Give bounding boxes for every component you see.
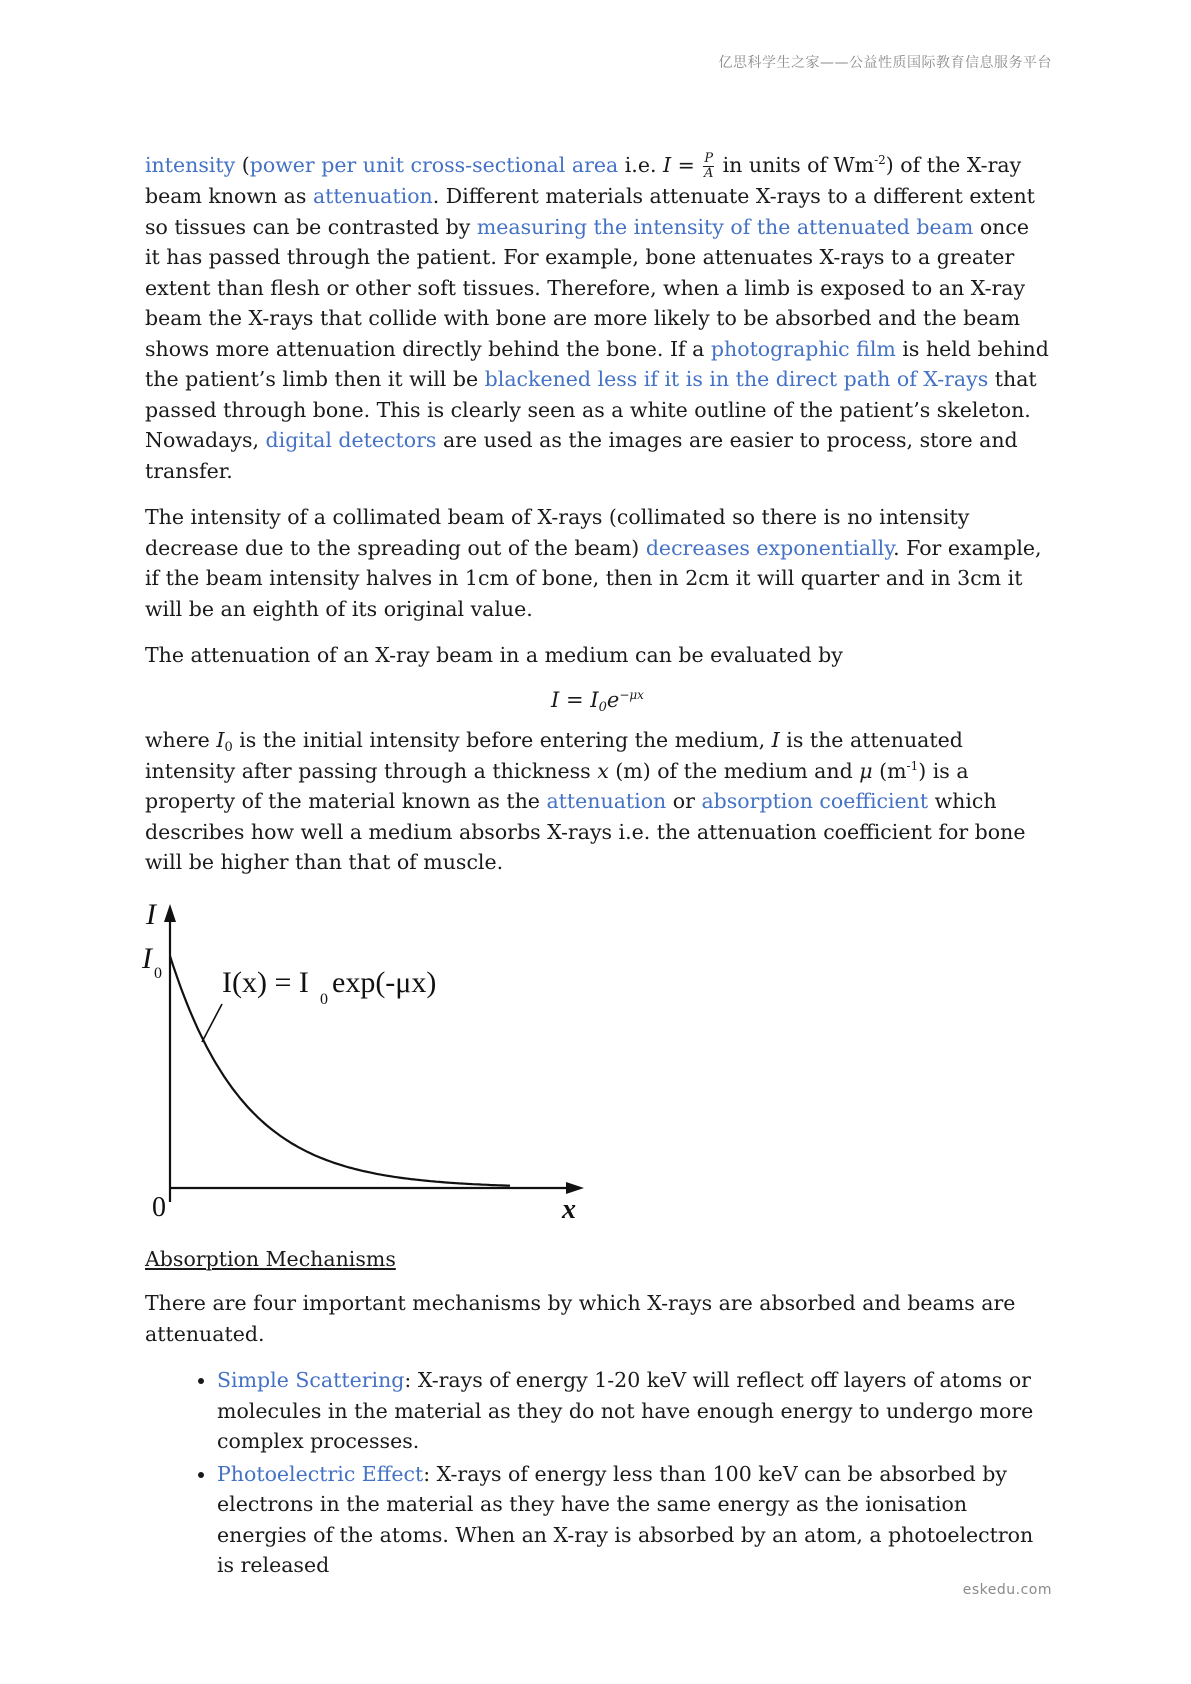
page-header: 亿思科学生之家——公益性质国际教育信息服务平台 — [718, 55, 1052, 71]
term-attenuation: attenuation — [312, 184, 433, 208]
formula-main: I(x) = I — [222, 965, 309, 999]
term-intensity: intensity — [145, 153, 236, 177]
paragraph-mechanisms-intro: There are four important mechanisms by which X-rays are absorbed and beams are attenuated. — [145, 1291, 1016, 1346]
paragraph-evaluate: The attenuation of an X-ray beam in a medium can be evaluated by — [145, 643, 843, 667]
paragraph-exponential: The intensity of a collimated beam of X-rays (collimated so there is no intensity decrease due to the spreading out of the beam) decreases exponentially. For example, if the beam intensity halves in 1cm of bone, then in 2cm it will quarter and in 3cm it will be an eighth of its original value. — [145, 505, 1042, 621]
x-axis-label: x — [562, 1193, 576, 1224]
i0-label: I — [142, 941, 152, 975]
term-measuring-intensity: measuring the intensity of the attenuated beam — [476, 214, 974, 239]
x-axis-arrow — [566, 1182, 584, 1194]
attenuation-equation: $I = I_0e^{-\mu x}$ — [551, 687, 644, 715]
term-attenuation-2: attenuation — [546, 789, 667, 813]
term-simple-scattering: Simple Scattering — [217, 1368, 405, 1392]
document-body — [142, 150, 1050, 1583]
y-axis-arrow — [164, 904, 176, 922]
formula-subscript: 0 — [320, 990, 328, 1008]
term-photoelectric-effect: Photoelectric Effect — [217, 1461, 424, 1486]
exponential-decay-graph — [142, 894, 1050, 1224]
term-power-per-area: power per unit cross-sectional area — [249, 153, 619, 177]
mechanisms-list — [145, 1365, 1050, 1581]
y-axis-label: I — [146, 897, 156, 931]
term-digital-detectors: digital detectors — [265, 428, 437, 452]
term-absorption-coefficient: absorption coefficient — [701, 789, 929, 813]
paragraph-variables: where $I_0$ is the initial intensity before entering the medium, I is the attenuated intensity after passing through a thickness x (m) of the medium and μ $(m^{-1})$ is a property of the material known as the attenuation or absorption coefficient which describes how well a medium absorbs X-rays i.e. the attenuation coefficient for bone will be higher than that of muscle. — [145, 728, 1026, 874]
section-heading: Absorption Mechanisms — [145, 1246, 396, 1271]
paragraph-attenuation: intensity (power per unit cross-sectional area i.e. I = $\frac{P}{A}$ in units of $Wm^{-2}$) of the X-ray beam known as attenuation. Different materials attenuate X-rays to a different extent so tissues can be contrasted by measuring the intensity of the attenuated beam once it has passed through the patient. For example, bone attenuates X-rays to a greater extent than flesh or other soft tissues. Therefore, when a limb is exposed to an X-ray beam the X-rays that collide with bone are more likely to be absorbed and the beam shows more attenuation directly behind the bone. If a photographic film is held behind the patient’s limb then it will be blackened less if it is in the direct path of X-rays that passed through bone. This is clearly seen as a white outline of the patient’s skeleton. Nowadays, digital detectors are used as the images are easier to process, store and transfer. — [145, 151, 1049, 483]
fraction-p-over-a: $\frac{P}{A}$ — [704, 151, 714, 181]
formula-exp: exp(-μx) — [332, 965, 437, 999]
list-item: • Simple Scattering: X-rays of energy 1-20 keV will reflect off layers of atoms or molecules in the material as they do not have enough energy to undergo more complex processes. — [217, 1365, 1050, 1457]
origin-label: 0 — [152, 1191, 166, 1223]
list-item: • Photoelectric Effect: X-rays of energy less than 100 keV can be absorbed by electrons in the material as they have the same energy as the ionisation energies of the atoms. When an X-ray is absorbed by an atom, a photoelectron is released — [217, 1459, 1050, 1581]
term-blackened-less: blackened less if it is in the direct path of X-rays — [484, 367, 989, 391]
i0-subscript: 0 — [154, 964, 162, 982]
formula-pointer — [202, 1004, 222, 1042]
term-decreases-exponentially: decreases exponentially — [645, 535, 894, 560]
term-photographic-film: photographic film — [710, 336, 896, 361]
page-footer: eskedu.com — [962, 1582, 1052, 1598]
graph-svg — [140, 894, 600, 1224]
